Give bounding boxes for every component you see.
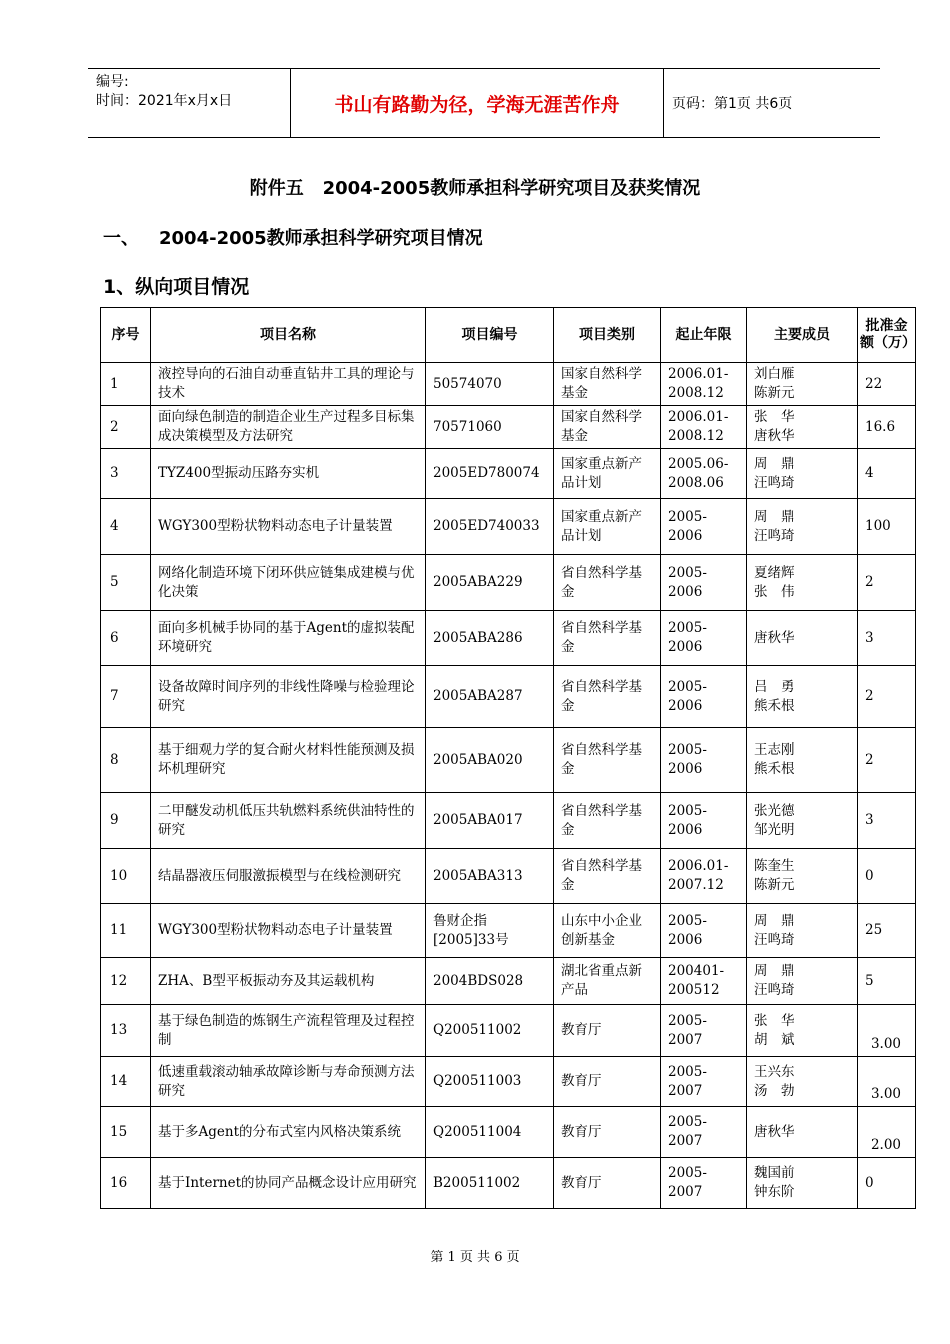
table-header-row [101,308,916,363]
cell-amount: 25 [858,904,916,958]
cell-type: 省自然科学基金 [554,793,661,849]
cell-code: 2005ABA286 [426,611,554,666]
section-heading-2: 1、纵向项目情况 [103,276,250,298]
cell-amount: 2 [858,666,916,728]
cell-name: ZHA、B型平板振动夯及其运载机构 [151,958,426,1005]
cell-no: 8 [101,728,151,793]
cell-no: 16 [101,1158,151,1209]
table-row [101,1005,916,1057]
cell-members: 张光德 邹光明 [747,793,858,849]
table-body [101,363,916,1209]
cell-no: 5 [101,555,151,611]
cell-code: B200511002 [426,1158,554,1209]
cell-no: 14 [101,1057,151,1107]
table-row [101,363,916,406]
cell-members: 张 华 唐秋华 [747,406,858,449]
cell-code: 2005ABA017 [426,793,554,849]
table-row [101,793,916,849]
cell-amount: 0 [858,849,916,904]
cell-amount: 0 [858,1158,916,1209]
cell-amount: 4 [858,449,916,499]
cell-amount: 2 [858,555,916,611]
cell-members: 刘白雁 陈新元 [747,363,858,406]
table-row [101,499,916,555]
cell-type: 山东中小企业创新基金 [554,904,661,958]
cell-type: 省自然科学基金 [554,849,661,904]
section-heading-1 [103,224,483,250]
cell-amount: 3.00 [858,1057,916,1107]
cell-years: 2005-2006 [661,555,747,611]
cell-name: 基于绿色制造的炼钢生产流程管理及过程控制 [151,1005,426,1057]
cell-type: 省自然科学基金 [554,666,661,728]
cell-name: 液控导向的石油自动垂直钻井工具的理论与技术 [151,363,426,406]
cell-members: 周 鼎 汪鸣琦 [747,499,858,555]
table-row [101,406,916,449]
cell-code: 50574070 [426,363,554,406]
cell-name: 面向绿色制造的制造企业生产过程多目标集成决策模型及方法研究 [151,406,426,449]
cell-name: WGY300型粉状物料动态电子计量装置 [151,904,426,958]
table-row [101,904,916,958]
cell-members: 王兴东 汤 勃 [747,1057,858,1107]
table-row [101,1057,916,1107]
cell-years: 2005-2006 [661,904,747,958]
page-header [88,68,880,138]
cell-members: 夏绪辉 张 伟 [747,555,858,611]
cell-type: 省自然科学基金 [554,728,661,793]
cell-amount: 100 [858,499,916,555]
header-motto: 书山有路勤为径，学海无涯苦作舟 [290,69,664,137]
cell-name: 面向多机械手协同的基于Agent的虚拟装配环境研究 [151,611,426,666]
table-row [101,958,916,1005]
cell-years: 2006.01-2007.12 [661,849,747,904]
cell-amount: 3 [858,793,916,849]
cell-amount: 22 [858,363,916,406]
cell-no: 13 [101,1005,151,1057]
cell-years: 2005-2006 [661,666,747,728]
cell-years: 2005-2006 [661,793,747,849]
cell-years: 2005-2007 [661,1005,747,1057]
cell-no: 10 [101,849,151,904]
cell-members: 张 华 胡 斌 [747,1005,858,1057]
cell-name: TYZ400型振动压路夯实机 [151,449,426,499]
header-time: 时间：2021年x月x日 [96,93,233,109]
cell-code: Q200511003 [426,1057,554,1107]
cell-amount: 3.00 [858,1005,916,1057]
cell-years: 2005-2006 [661,499,747,555]
cell-members: 陈奎生 陈新元 [747,849,858,904]
cell-code: 2005ED740033 [426,499,554,555]
cell-name: 设备故障时间序列的非线性降噪与检验理论研究 [151,666,426,728]
cell-type: 省自然科学基金 [554,611,661,666]
cell-years: 200401-200512 [661,958,747,1005]
cell-type: 国家自然科学基金 [554,406,661,449]
cell-no: 12 [101,958,151,1005]
cell-code: 2005ABA313 [426,849,554,904]
projects-table [100,307,916,1209]
table-row [101,728,916,793]
cell-name: 二甲醚发动机低压共轨燃料系统供油特性的研究 [151,793,426,849]
cell-members: 唐秋华 [747,1107,858,1158]
cell-members: 魏国前 钟东阶 [747,1158,858,1209]
cell-name: 基于Internet的协同产品概念设计应用研究 [151,1158,426,1209]
cell-type: 教育厅 [554,1005,661,1057]
table-row [101,1158,916,1209]
header-page-number: 页码：第1页 共6页 [672,96,793,112]
table-row [101,449,916,499]
cell-amount: 2.00 [858,1107,916,1158]
cell-code: 70571060 [426,406,554,449]
header-name: 项目名称 [151,308,426,363]
cell-amount: 3 [858,611,916,666]
cell-no: 1 [101,363,151,406]
cell-name: 低速重载滚动轴承故障诊断与寿命预测方法研究 [151,1057,426,1107]
cell-type: 教育厅 [554,1107,661,1158]
cell-name: 结晶器液压伺服激振模型与在线检测研究 [151,849,426,904]
cell-code: 鲁财企指[2005]33号 [426,904,554,958]
cell-members: 吕 勇 熊禾根 [747,666,858,728]
page-footer: 第 1 页 共 6 页 [430,1250,520,1265]
table-row [101,666,916,728]
cell-no: 2 [101,406,151,449]
header-meta [96,73,292,111]
cell-members: 周 鼎 汪鸣琦 [747,904,858,958]
cell-code: 2005ABA229 [426,555,554,611]
document-title: 附件五 2004-2005教师承担科学研究项目及获奖情况 [249,178,701,199]
cell-no: 3 [101,449,151,499]
cell-type: 教育厅 [554,1057,661,1107]
cell-code: 2004BDS028 [426,958,554,1005]
cell-code: 2005ED780074 [426,449,554,499]
cell-members: 王志刚 熊禾根 [747,728,858,793]
header-members: 主要成员 [747,308,858,363]
header-years: 起止年限 [661,308,747,363]
cell-name: WGY300型粉状物料动态电子计量装置 [151,499,426,555]
cell-type: 教育厅 [554,1158,661,1209]
cell-years: 2006.01-2008.12 [661,406,747,449]
header-no: 序号 [101,308,151,363]
cell-name: 网络化制造环境下闭环供应链集成建模与优化决策 [151,555,426,611]
cell-years: 2005-2007 [661,1057,747,1107]
cell-code: Q200511002 [426,1005,554,1057]
cell-amount: 2 [858,728,916,793]
cell-type: 国家重点新产品计划 [554,449,661,499]
header-bianhao: 编号: [96,74,129,90]
cell-no: 11 [101,904,151,958]
cell-code: 2005ABA287 [426,666,554,728]
table-row [101,555,916,611]
header-code: 项目编号 [426,308,554,363]
header-type: 项目类别 [554,308,661,363]
header-amount: 批准金额（万） [858,308,916,363]
table-row [101,1107,916,1158]
cell-name: 基于细观力学的复合耐火材料性能预测及损坏机理研究 [151,728,426,793]
cell-no: 7 [101,666,151,728]
cell-code: Q200511004 [426,1107,554,1158]
cell-members: 周 鼎 汪鸣琦 [747,958,858,1005]
cell-no: 9 [101,793,151,849]
section-1-number: 一、 [103,228,139,249]
cell-no: 15 [101,1107,151,1158]
cell-code: 2005ABA020 [426,728,554,793]
cell-members: 唐秋华 [747,611,858,666]
section-1-text: 2004-2005教师承担科学研究项目情况 [159,228,483,249]
cell-years: 2005-2007 [661,1158,747,1209]
table-row [101,849,916,904]
cell-years: 2005.06-2008.06 [661,449,747,499]
cell-no: 4 [101,499,151,555]
cell-years: 2006.01-2008.12 [661,363,747,406]
cell-years: 2005-2006 [661,728,747,793]
cell-amount: 5 [858,958,916,1005]
cell-name: 基于多Agent的分布式室内风格决策系统 [151,1107,426,1158]
cell-type: 国家自然科学基金 [554,363,661,406]
cell-amount: 16.6 [858,406,916,449]
cell-type: 国家重点新产品计划 [554,499,661,555]
cell-type: 湖北省重点新产品 [554,958,661,1005]
cell-years: 2005-2007 [661,1107,747,1158]
cell-no: 6 [101,611,151,666]
table-row [101,611,916,666]
cell-members: 周 鼎 汪鸣琦 [747,449,858,499]
cell-type: 省自然科学基金 [554,555,661,611]
cell-years: 2005-2006 [661,611,747,666]
